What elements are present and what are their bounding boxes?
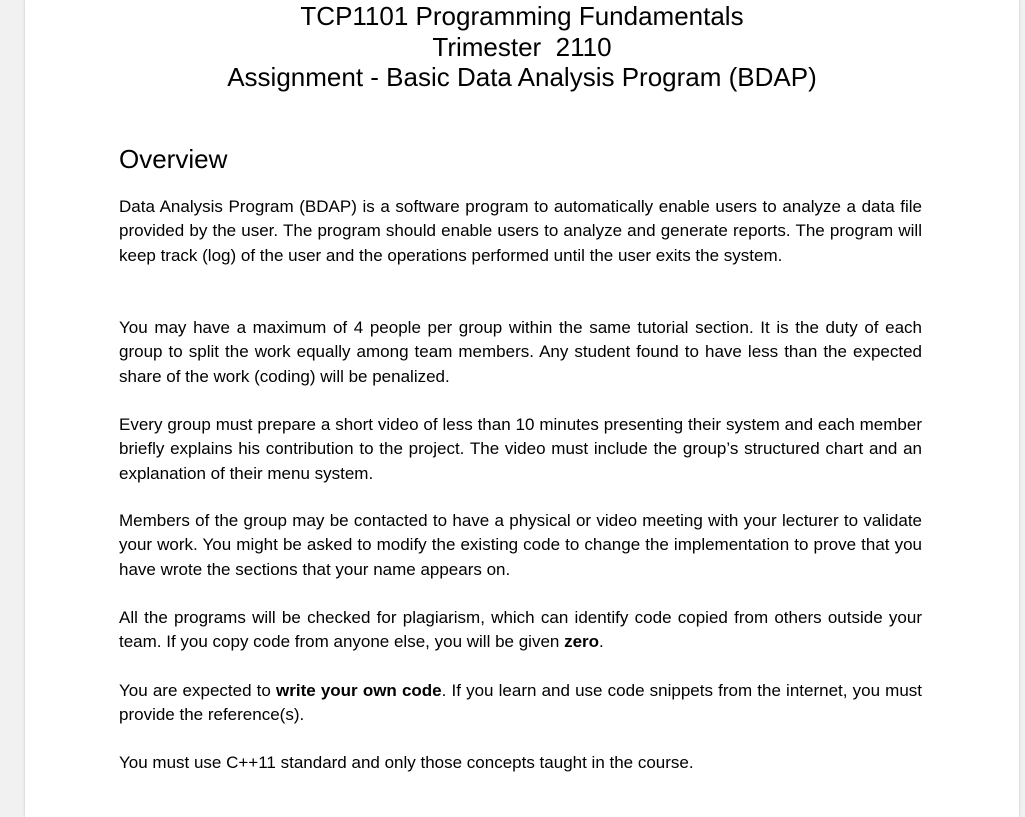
document-page (25, 0, 1019, 817)
meeting-paragraph: Members of the group may be contacted to have a physical or video meeting with your lecturer to validate your work. You might be asked to modify the existing code to change the implementation to prove that you have wrote the sections that your name appears on. (119, 511, 922, 579)
overview-heading: Overview (119, 144, 228, 174)
own-code-end: . If you learn and use code snippets from the internet, you must provide the reference(s). (119, 681, 923, 725)
course-title: TCP1101 Programming Fundamentals (300, 1, 744, 31)
plagiarism-paragraph (119, 606, 922, 655)
plagiarism-text: All the programs will be checked for plagiarism, which can identify code copied from others outside your team. If you copy code from anyone else, you will be given (119, 608, 922, 652)
cpp-standard-paragraph: You must use C++11 standard and only those concepts taught in the course. (119, 753, 694, 772)
own-code-emphasis: write your own code (276, 681, 442, 700)
zero-emphasis: zero (564, 632, 600, 652)
own-code-paragraph (119, 679, 922, 728)
trimester-title: Trimester 2110 (432, 32, 612, 62)
own-code-text: You are expected to (119, 681, 277, 700)
overview-paragraph-1: Data Analysis Program (BDAP) is a software program to automatically enable users to analyze a data file provided by the user. The program should enable users to analyze and generate reports. The program will keep track (log) of the user and the operations performed until the user exits the system. (119, 197, 922, 265)
video-paragraph: Every group must prepare a short video of less than 10 minutes presenting their system and each member briefly explains his contribution to the project. The video must include the group’s structured chart and an explanation of their menu system. (119, 415, 922, 483)
plagiarism-end: . (599, 632, 604, 652)
group-size-paragraph: You may have a maximum of 4 people per group within the same tutorial section. It is the duty of each group to split the work equally among team members. Any student found to have less than the expected share of the work (coding) will be penalized. (119, 318, 922, 386)
assignment-title: Assignment - Basic Data Analysis Program (BDAP) (227, 62, 817, 92)
